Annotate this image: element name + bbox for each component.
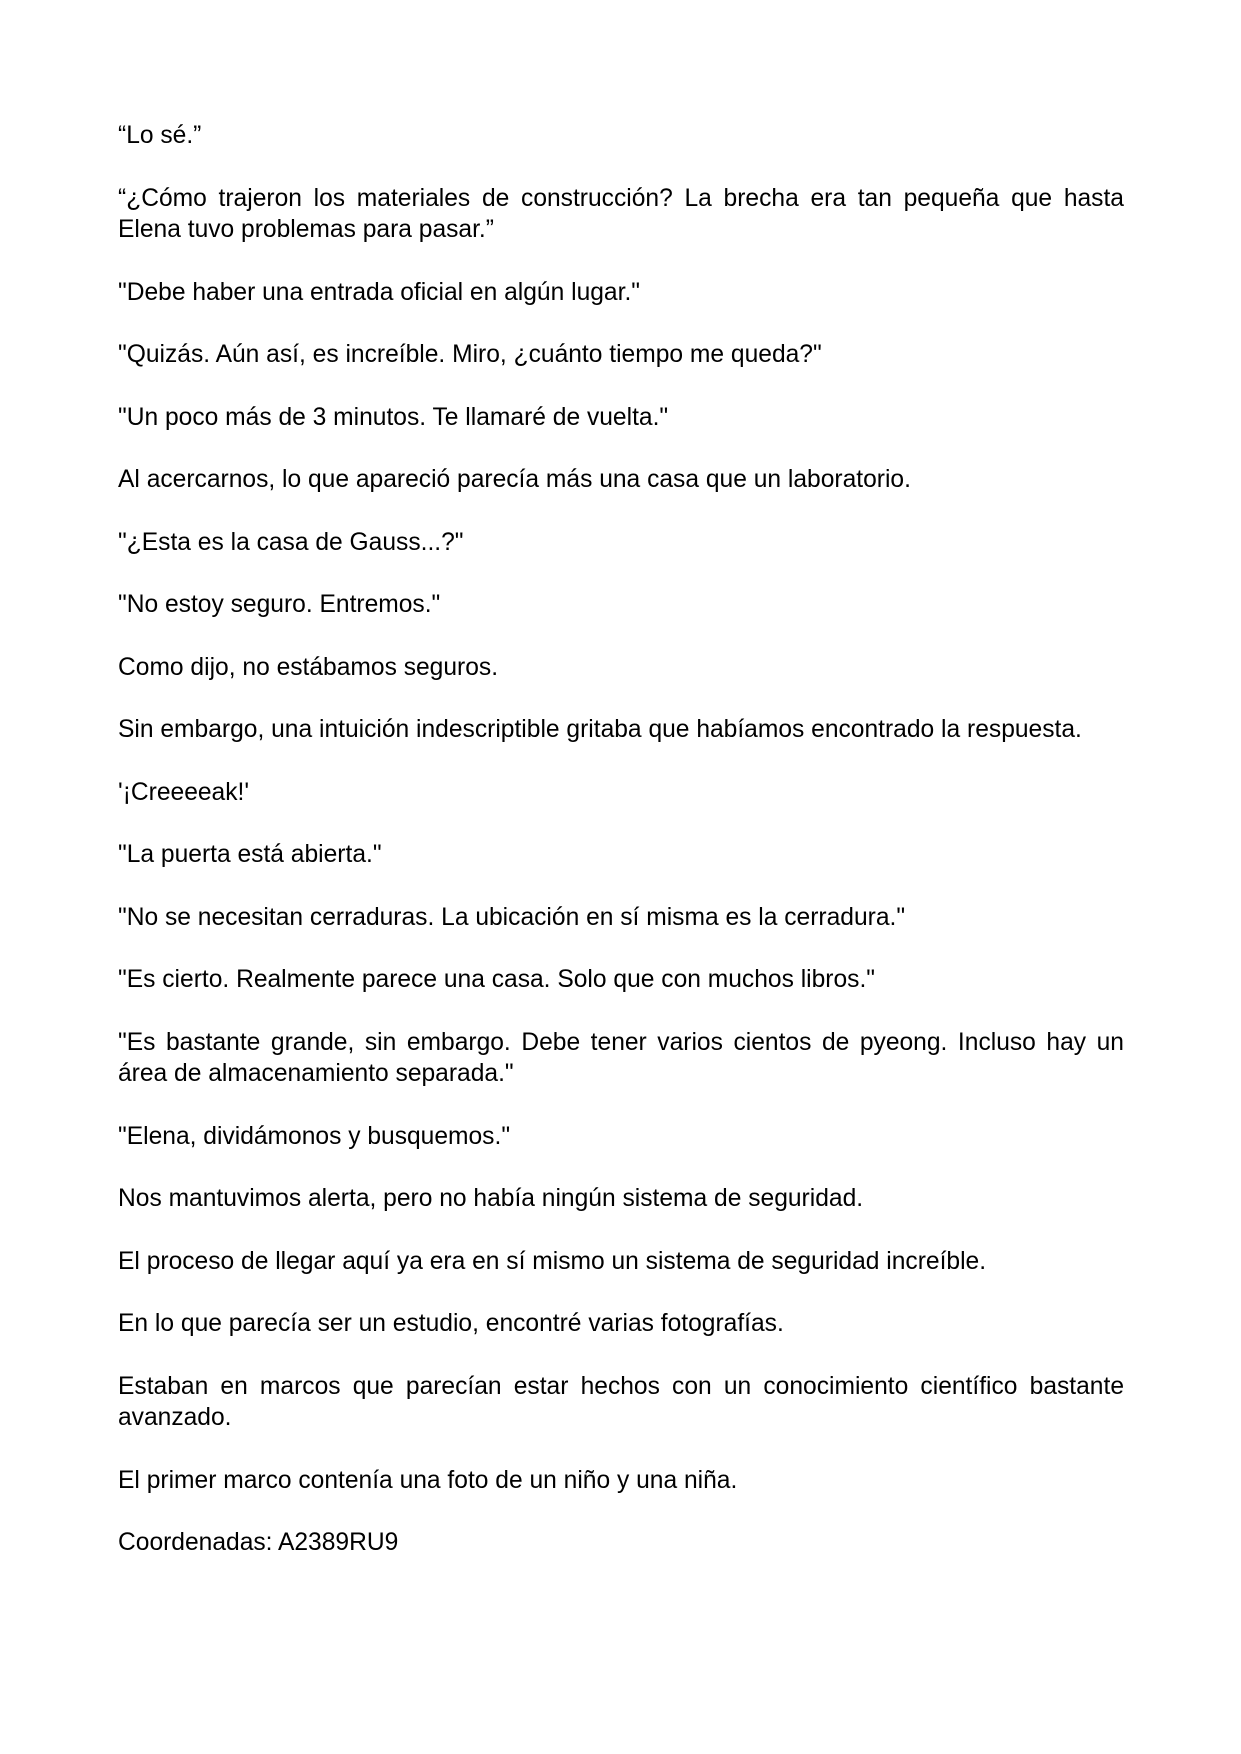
paragraph: Estaban en marcos que parecían estar hechos con un conocimiento científico bastante avanzado. (118, 1372, 1124, 1431)
paragraph: "No se necesitan cerraduras. La ubicación en sí misma es la cerradura." (118, 903, 906, 931)
paragraph: '¡Creeeeak!' (118, 778, 250, 806)
paragraph: Sin embargo, una intuición indescriptible gritaba que habíamos encontrado la respuesta. (118, 716, 1082, 743)
paragraph: "No estoy seguro. Entremos." (118, 591, 441, 618)
paragraph: Al acercarnos, lo que apareció parecía más una casa que un laboratorio. (118, 466, 911, 493)
paragraph: "Un poco más de 3 minutos. Te llamaré de vuelta." (118, 403, 669, 431)
paragraph: “¿Cómo trajeron los materiales de construcción? La brecha era tan pequeña que hasta Elena tuvo problemas para pasar.” (118, 184, 1124, 243)
paragraph: Coordenadas: A2389RU9 (118, 1529, 399, 1556)
paragraph: "Elena, dividámonos y busquemos." (118, 1122, 511, 1150)
paragraph: "Debe haber una entrada oficial en algún lugar." (118, 278, 641, 306)
paragraph: "¿Esta es la casa de Gauss...?" (118, 528, 464, 556)
paragraph: "Es bastante grande, sin embargo. Debe tener varios cientos de pyeong. Incluso hay un área de almacenamiento separada." (118, 1028, 1124, 1087)
paragraph: "Quizás. Aún así, es increíble. Miro, ¿cuánto tiempo me queda?" (118, 341, 822, 368)
paragraph: "Es cierto. Realmente parece una casa. Solo que con muchos libros." (118, 966, 876, 993)
paragraph: "La puerta está abierta." (118, 841, 382, 868)
paragraph: Nos mantuvimos alerta, pero no había ningún sistema de seguridad. (118, 1185, 864, 1212)
paragraph: El primer marco contenía una foto de un niño y una niña. (118, 1466, 738, 1494)
paragraph: El proceso de llegar aquí ya era en sí mismo un sistema de seguridad increíble. (118, 1247, 987, 1275)
paragraph: Como dijo, no estábamos seguros. (118, 653, 499, 681)
paragraph: “Lo sé.” (118, 122, 202, 149)
paragraph: En lo que parecía ser un estudio, encontré varias fotografías. (118, 1310, 784, 1337)
